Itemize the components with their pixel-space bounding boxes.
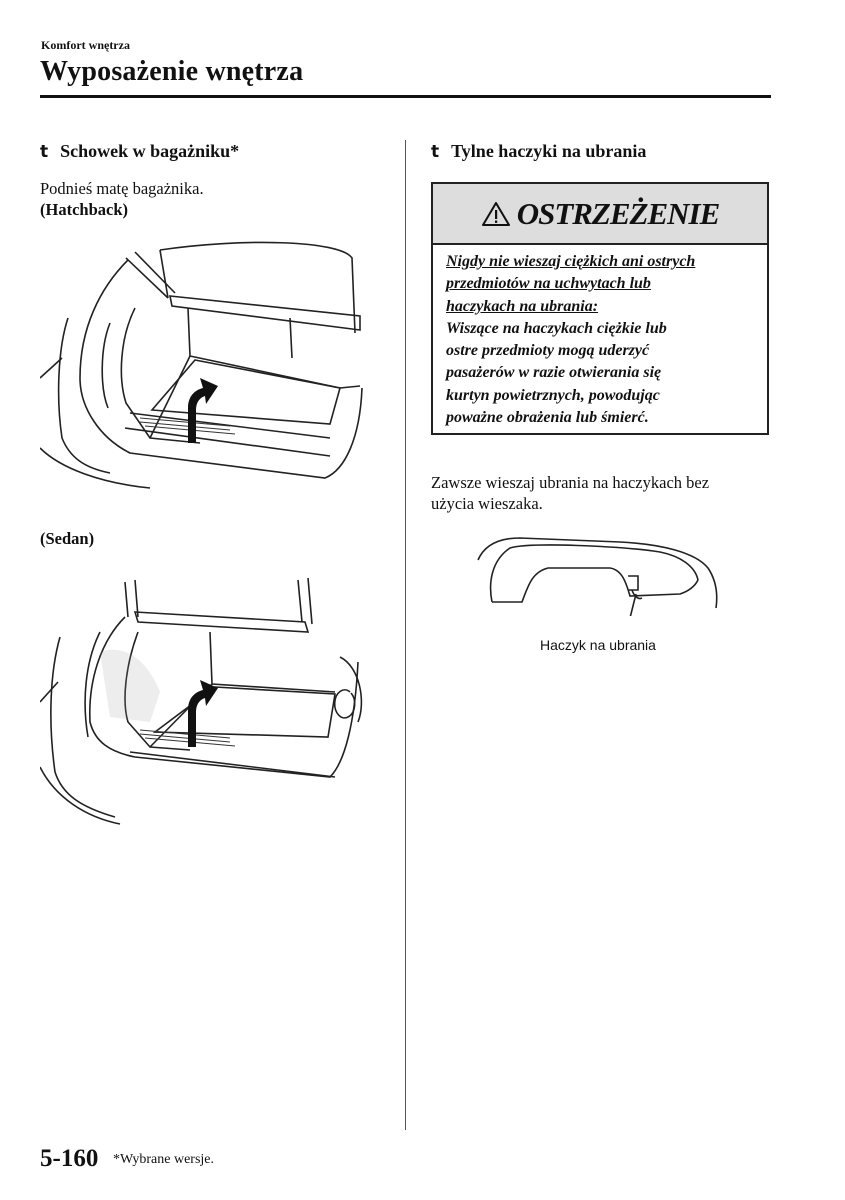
warning-line: poważne obrażenia lub śmierć. — [446, 409, 649, 427]
footnote: *Wybrane wersje. — [113, 1152, 215, 1167]
warning-line: ostre przedmioty mogą uderzyć — [446, 342, 650, 360]
hatchback-label: (Hatchback) — [40, 200, 128, 219]
bullet-icon: t — [431, 142, 440, 162]
warning-line: pasażerów w razie otwierania się — [446, 364, 662, 382]
heading-text: Schowek w bagażniku* — [60, 141, 240, 161]
warning-header — [433, 184, 767, 245]
bullet-icon: t — [40, 142, 49, 162]
sedan-trunk-illustration — [40, 572, 370, 827]
hook-caption: Haczyk na ubrania — [540, 637, 656, 653]
warning-line: przedmiotów na uchwytach lub — [446, 275, 651, 293]
page-number: 5-160 — [40, 1145, 99, 1172]
page-title: Wyposażenie wnętrza — [40, 56, 304, 87]
left-heading — [40, 141, 239, 162]
warning-line: haczykach na ubrania: — [446, 297, 599, 315]
hook-instruction-line1: Zawsze wieszaj ubrania na haczykach bez — [431, 473, 710, 492]
warning-line: Nigdy nie wieszaj ciężkich ani ostrych — [446, 253, 696, 270]
warning-triangle-icon — [481, 201, 511, 227]
warning-line: kurtyn powietrznych, powodując — [446, 386, 660, 404]
coat-hook-illustration — [470, 532, 730, 616]
warning-title: OSTRZEŻENIE — [516, 195, 720, 231]
hook-instruction-line2: użycia wieszaka. — [431, 494, 543, 513]
warning-line: Wiszące na haczykach ciężkie lub — [446, 319, 667, 337]
title-rule — [40, 95, 771, 98]
heading-text: Tylne haczyki na ubrania — [451, 141, 647, 161]
column-divider — [405, 140, 406, 1130]
sedan-label: (Sedan) — [40, 529, 95, 548]
warning-box — [431, 182, 769, 435]
right-heading — [431, 141, 646, 162]
warning-body — [446, 251, 764, 429]
section-label: Komfort wnętrza — [41, 38, 130, 52]
instruction-text: Podnieś matę bagażnika. — [40, 179, 204, 198]
hatchback-trunk-illustration — [40, 238, 370, 498]
